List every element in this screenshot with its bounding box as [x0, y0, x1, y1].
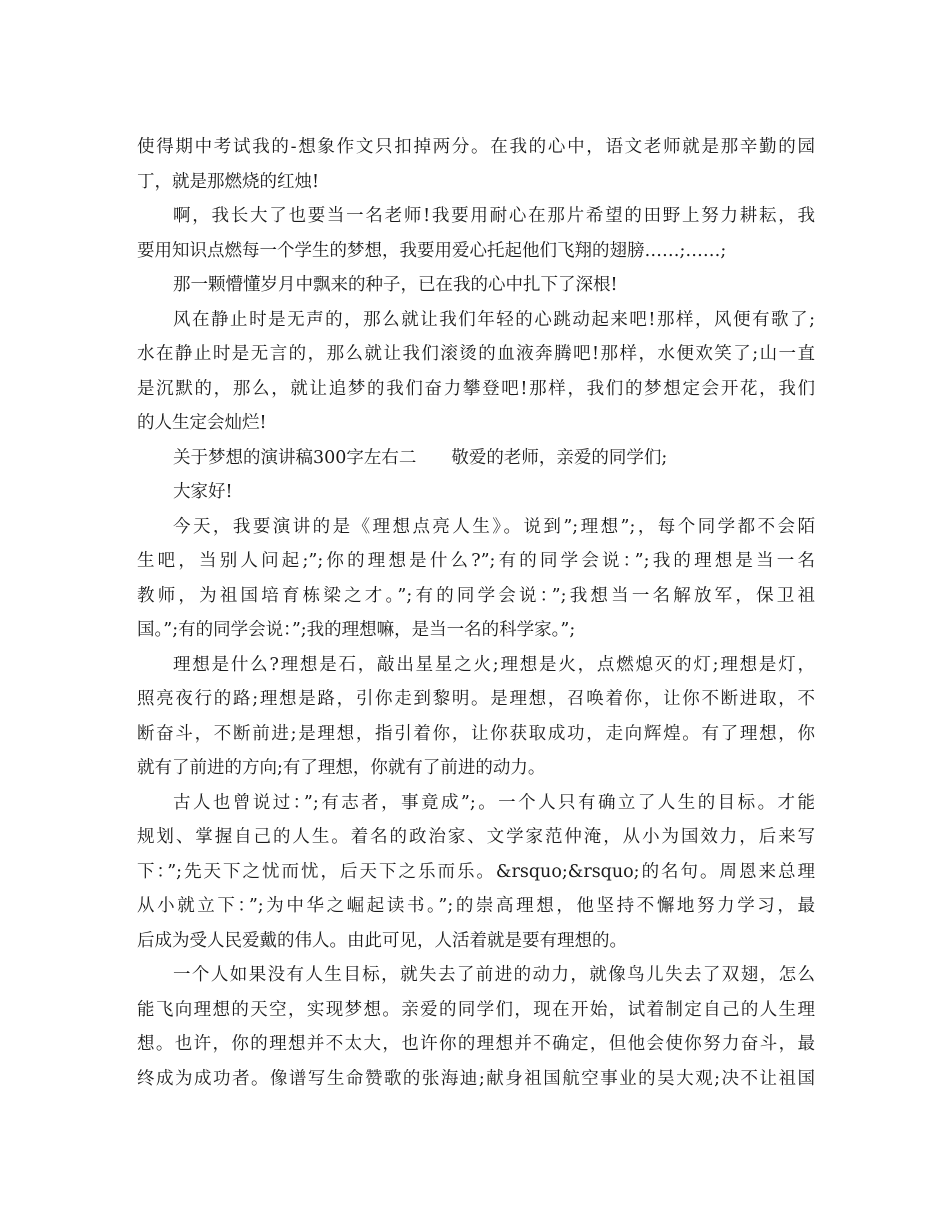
text-line: 规划、掌握自己的人生。着名的政治家、文学家范仲淹，从小为国效力，后来写	[137, 827, 815, 847]
text-line: 的人生定会灿烂!	[137, 413, 267, 433]
text-line: 终成为成功者。像谱写生命赞歌的张海迪;献身祖国航空事业的吴大观;决不让祖国	[137, 1068, 815, 1089]
text-line: 今天，我要演讲的是《理想点亮人生》。说到”;理想”;，每个同学都不会陌	[173, 516, 815, 537]
text-line: 水在静止时是无言的，那么就让我们滚烫的血液奔腾吧!那样，水便欢笑了;山一直	[137, 344, 815, 364]
text-line: 大家好!	[173, 482, 233, 502]
text-line: 丁，就是那燃烧的红烛!	[137, 171, 320, 192]
text-line: 断奋斗，不断前进;是理想，指引着你，让你获取成功，走向辉煌。有了理想，你	[137, 723, 815, 744]
text-line: 那一颗懵懂岁月中飘来的种子，已在我的心中扎下了深根!	[173, 275, 618, 295]
text-line: 国。”;有的同学会说：”;我的理想嘛，是当一名的科学家。”;	[137, 620, 576, 640]
text-line: 是沉默的，那么，就让追梦的我们奋力攀登吧!那样，我们的梦想定会开花，我们	[137, 378, 815, 399]
text-line: 下：”;先天下之忧而忧，后天下之乐而乐。&rsquo;&rsquo;的名句。周恩来总理	[137, 861, 815, 882]
text-line: 想。也许，你的理想并不太大，也许你的理想并不确定，但他会使你努力奋斗，最	[137, 1034, 815, 1054]
text-line: 风在静止时是无声的，那么就让我们年轻的心跳动起来吧!那样，风便有歌了;	[173, 309, 815, 330]
text-line: 理想是什么?理想是石，敲出星星之火;理想是火，点燃熄灭的灯;理想是灯，	[173, 654, 815, 675]
text-line: 古人也曾说过：”;有志者，事竟成”;。一个人只有确立了人生的目标。才能	[173, 792, 815, 813]
text-line: 要用知识点燃每一个学生的梦想，我要用爱心托起他们飞翔的翅膀……;……;	[137, 240, 727, 261]
text-line: 使得期中考试我的-想象作文只扣掉两分。在我的心中，语文老师就是那辛勤的园	[137, 137, 815, 157]
text-line: 能飞向理想的天空，实现梦想。亲爱的同学们，现在开始，试着制定自己的人生理	[137, 999, 815, 1020]
text-line: 照亮夜行的路;理想是路，引你走到黎明。是理想，召唤着你，让你不断进取，不	[137, 689, 815, 709]
text-line: 教师，为祖国培育栋梁之才。”;有的同学会说：”;我想当一名解放军，保卫祖	[137, 585, 815, 606]
text-line: 后成为受人民爱戴的伟人。由此可见，人活着就是要有理想的。	[137, 930, 627, 951]
text-line: 关于梦想的演讲稿300字左右二 敬爱的老师，亲爱的同学们;	[173, 447, 668, 468]
text-line: 生吧，当别人问起;”;你的理想是什么?”;有的同学会说：”;我的理想是当一名	[137, 551, 815, 571]
text-line: 从小就立下：”;为中华之崛起读书。”;的崇高理想，他坚持不懈地努力学习，最	[137, 896, 815, 916]
text-line: 一个人如果没有人生目标，就失去了前进的动力，就像鸟儿失去了双翅，怎么	[173, 965, 815, 985]
text-line: 就有了前进的方向;有了理想，你就有了前进的动力。	[137, 758, 546, 778]
document-body	[137, 130, 815, 1096]
text-line: 啊，我长大了也要当一名老师!我要用耐心在那片希望的田野上努力耕耘，我	[173, 206, 815, 226]
